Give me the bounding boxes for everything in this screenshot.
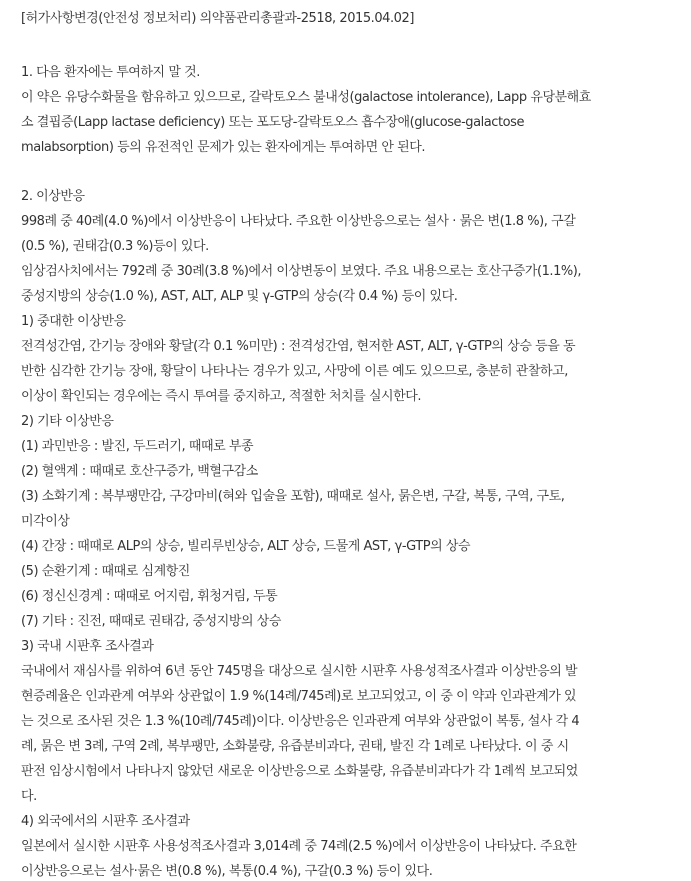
domestic-survey-title: 3) 국내 시판후 조사결과 xyxy=(21,639,154,654)
section-2-title: 2. 이상반응 xyxy=(21,189,85,204)
section-1-text-line: 소 결핍증(Lapp lactase deficiency) 또는 포도당-갈락토오스 흡수장애(glucose-galactose xyxy=(21,115,525,130)
section-1-text-line: 이 약은 유당수화물을 함유하고 있으므로, 갈락토오스 불내성(galactose intolerance), Lapp 유당분해효 xyxy=(21,90,591,105)
domestic-survey-line: 는 것으로 조사된 것은 1.3 %(10례/745례)이다. 이상반응은 인과관계 여부와 상관없이 복통, 설사 각 4 xyxy=(21,714,580,729)
section-1-text-line: malabsorption) 등의 유전적인 문제가 있는 환자에게는 투여하면 안 된다. xyxy=(21,140,426,155)
domestic-survey-line: 현증례율은 인과관계 여부와 상관없이 1.9 %(14례/745례)로 보고되었고, 이 중 이 약과 인과관계가 있 xyxy=(21,689,577,704)
other-reactions-item: 미각이상 xyxy=(21,514,70,529)
domestic-survey-line: 국내에서 재심사를 위하여 6년 동안 745명을 대상으로 실시한 시판후 사용성적조사결과 이상반응의 발 xyxy=(21,664,578,679)
domestic-survey-line: 판전 임상시험에서 나타나지 않았던 새로운 이상반응으로 소화불량, 유즙분비과다가 각 1례씩 보고되었 xyxy=(21,764,578,779)
other-reactions-item: (6) 정신신경계 : 때때로 어지럼, 휘청거림, 두통 xyxy=(21,589,278,604)
domestic-survey-line: 례, 묽은 변 3례, 구역 2례, 복부팽만, 소화불량, 유즙분비과다, 권태, 발진 각 1례로 나타났다. 이 중 시 xyxy=(21,739,569,754)
section-1-title: 1. 다음 환자에는 투여하지 말 것. xyxy=(21,65,200,80)
foreign-survey-line: 이상반응으로는 설사·묽은 변(0.8 %), 복통(0.4 %), 구갈(0.3 %) 등이 있다. xyxy=(21,864,433,879)
other-reactions-item: (5) 순환기계 : 때때로 심계항진 xyxy=(21,564,190,579)
other-reactions-item: (3) 소화기계 : 복부팽만감, 구강마비(혀와 입술을 포함), 때때로 설사, 묽은변, 구갈, 복통, 구역, 구토, xyxy=(21,489,565,504)
serious-reactions-line: 전격성간염, 간기능 장애와 황달(각 0.1 %미만) : 전격성간염, 현저한 AST, ALT, γ-GTP의 상승 등을 동 xyxy=(21,339,576,354)
section-2-intro-line: 임상검사치에서는 792례 중 30례(3.8 %)에서 이상변동이 보였다. 주요 내용으로는 호산구증가(1.1%), xyxy=(21,264,582,279)
other-reactions-item: (4) 간장 : 때때로 ALP의 상승, 빌리루빈상승, ALT 상승, 드물게 AST, γ-GTP의 상승 xyxy=(21,539,471,554)
other-reactions-item: (7) 기타 : 진전, 때때로 권태감, 중성지방의 상승 xyxy=(21,614,281,629)
other-reactions-title: 2) 기타 이상반응 xyxy=(21,414,114,429)
foreign-survey-title: 4) 외국에서의 시판후 조사결과 xyxy=(21,814,190,829)
document-header: [허가사항변경(안전성 정보처리) 의약품관리총괄과-2518, 2015.04.02] xyxy=(21,11,414,26)
other-reactions-item: (2) 혈액계 : 때때로 호산구증가, 백혈구감소 xyxy=(21,464,258,479)
section-2-intro-line: (0.5 %), 권태감(0.3 %)등이 있다. xyxy=(21,239,209,254)
serious-reactions-title: 1) 중대한 이상반응 xyxy=(21,314,126,329)
section-2-intro-line: 중성지방의 상승(1.0 %), AST, ALT, ALP 및 γ-GTP의 상승(각 0.4 %) 등이 있다. xyxy=(21,289,458,304)
other-reactions-item: (1) 과민반응 : 발진, 두드러기, 때때로 부종 xyxy=(21,439,254,454)
serious-reactions-line: 반한 심각한 간기능 장애, 황달이 나타나는 경우가 있고, 사망에 이른 예도 있으므로, 충분히 관찰하고, xyxy=(21,364,568,379)
foreign-survey-line: 일본에서 실시한 시판후 사용성적조사결과 3,014례 중 74례(2.5 %)에서 이상반응이 나타났다. 주요한 xyxy=(21,839,577,854)
section-2-intro-line: 998례 중 40례(4.0 %)에서 이상반응이 나타났다. 주요한 이상반응으로는 설사 · 묽은 변(1.8 %), 구갈 xyxy=(21,214,576,229)
serious-reactions-line: 이상이 확인되는 경우에는 즉시 투여를 중지하고, 적절한 처치를 실시한다. xyxy=(21,389,422,404)
domestic-survey-line: 다. xyxy=(21,789,37,804)
